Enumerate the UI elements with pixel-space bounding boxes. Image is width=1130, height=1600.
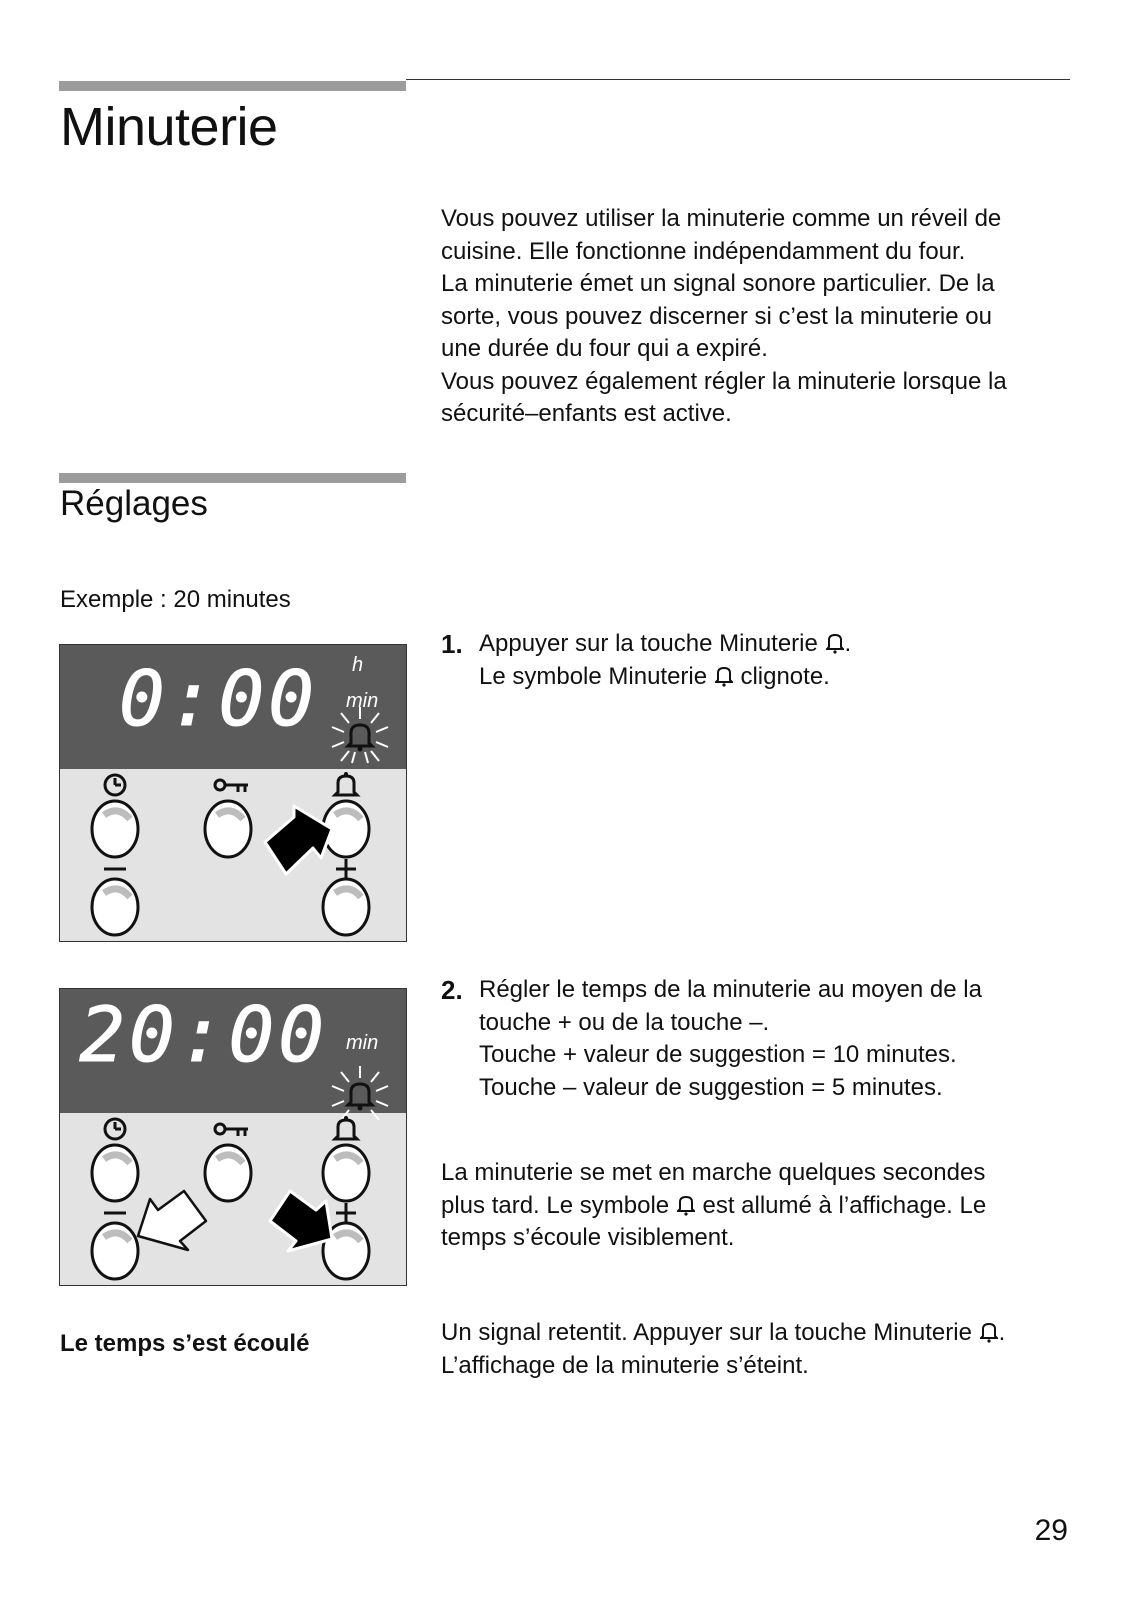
settings-rule-bar [59,473,406,483]
step-1-line-2: Le symbole Minuterie clignote. [479,662,830,690]
plus-sign [336,1203,356,1223]
page-title: Minuterie [60,97,278,157]
display-digits: 20:00 [79,990,328,1079]
plus-sign [336,859,356,879]
title-rule-bar [59,81,406,91]
control-panel-drawing [60,989,406,1285]
button-minus[interactable] [92,879,138,935]
intro-line: cuisine. Elle fonctionne indépendamment du four. [441,237,966,265]
control-panel-step2 [59,988,407,1286]
unit-hours: h [352,654,364,676]
button-minuterie[interactable] [323,1145,369,1201]
after-step-line-2: plus tard. Le symbole est allumé à l’affichage. Le [441,1191,987,1219]
intro-line: sorte, vous pouvez discerner si c’est la minuterie ou [441,302,992,330]
step-number: 2. [441,975,463,1005]
press-arrow [265,806,332,874]
bell-icon [335,772,357,795]
elapsed-label: Le temps s’est écoulé [60,1330,310,1357]
intro-line: Vous pouvez utiliser la minuterie comme un réveil de [441,205,1002,232]
elapsed-line-2: L’affichage de la minuterie s’éteint. [441,1351,809,1379]
intro-line: La minuterie émet un signal sonore particulier. De la [441,270,995,297]
blinking-bell-icon [332,707,388,763]
unit-minutes: min [346,1032,379,1054]
control-panel-drawing [60,645,406,941]
bell-icon [715,665,733,687]
example-label: Exemple : 20 minutes [60,586,291,613]
bell-icon [826,632,844,654]
button-child-lock[interactable] [205,801,251,857]
button-timer-set[interactable] [92,1145,138,1201]
page-number: 29 [1034,1514,1068,1547]
elapsed-line-1: Un signal retentit. Appuyer sur la touche Minuterie . [441,1319,1006,1346]
display-digits: 0:00 [118,654,318,743]
button-child-lock[interactable] [205,1145,251,1201]
after-step-paragraph [441,1157,1081,1255]
key-icon [215,780,248,792]
step-number: 1. [441,629,463,659]
button-minus[interactable] [92,1223,138,1279]
bell-icon [335,1116,357,1139]
key-icon [215,1124,248,1136]
after-step-line-3: temps s’écoule visiblement. [441,1224,735,1251]
clock-icon [105,1119,125,1139]
step-2-line: Régler le temps de la minuterie au moyen de la [479,976,982,1003]
intro-line: Vous pouvez également régler la minuterie lorsque la [441,367,1007,395]
after-step-line-1: La minuterie se met en marche quelques secondes [441,1159,986,1186]
unit-minutes: min [346,690,379,712]
intro-paragraph [441,203,1081,431]
button-plus[interactable] [323,879,369,935]
control-panel-step1 [59,644,407,942]
bell-icon [980,1321,998,1343]
intro-line: une durée du four qui a expiré. [441,335,768,362]
bell-icon [677,1194,695,1216]
title-rule-line [406,79,1070,80]
button-timer-set[interactable] [92,801,138,857]
step-2-line: Touche + valeur de suggestion = 10 minutes. [479,1041,957,1068]
clock-icon [105,775,125,795]
blinking-bell-icon [332,1066,388,1120]
press-arrow-plus [270,1191,332,1251]
step-2-line: touche + ou de la touche –. [479,1008,770,1036]
press-arrow-minus [138,1191,206,1250]
elapsed-paragraph [441,1317,1081,1382]
step-2-line: Touche – valeur de suggestion = 5 minutes. [479,1073,943,1101]
step-1-line-1: Appuyer sur la touche Minuterie . [479,630,852,657]
settings-heading: Réglages [60,484,208,523]
intro-line: sécurité–enfants est active. [441,400,732,427]
